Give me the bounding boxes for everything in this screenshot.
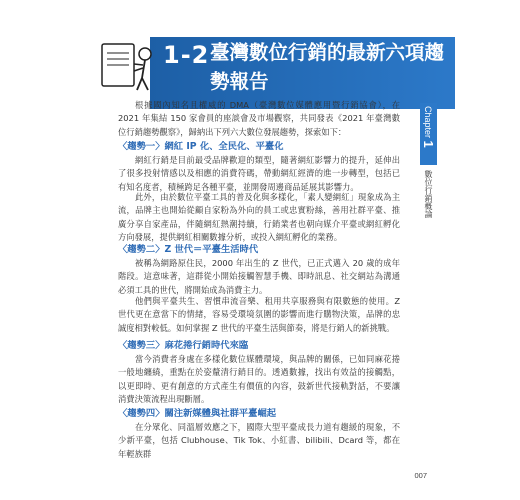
trend2-paragraph-2: 他們與平臺共生、習慣串流音樂、租用共享服務與有限數態的使用。Z 世代更在意當下的情緒，容易受環境氛圍的影響而進行購物決策，品牌的忠誠度相對較低。如何掌握 Z 世代的平臺生活與節奏，將是行銷人的新挑戰。	[118, 296, 400, 333]
page-number: 007	[414, 471, 427, 480]
trend1-heading: 〈趨勢一〉網紅 IP 化、全民化、平臺化	[118, 141, 284, 152]
intro-paragraph: 根據國內知名且權威的 DMA（臺灣數位媒體應用暨行銷協會），在 2021 年集結 150 家會員的座談會及市場觀察，共同發表《2021 年臺灣數位行銷趨勢觀察》，歸納出下列六大數位發展趨勢，探索如下：	[118, 100, 400, 137]
chapter-label: Chapter	[423, 106, 433, 139]
trend2-heading: 〈趨勢二〉Z 世代＝平臺生活時代	[118, 244, 259, 255]
trend3-heading: 〈趨勢三〉麻花捲行銷時代來臨	[118, 340, 249, 351]
chapter-subtitle: 數位行銷概論	[424, 170, 433, 218]
trend1-paragraph-1: 網紅行銷是目前最受品牌歡迎的類型，隨著網紅影響力的提升，延伸出了很多投射情感以及相應的消費符碼，帶動網紅經濟的進一步轉型，包括已有知名度者，積極跨足各種平臺，並開發周邊商品延展其影響力。	[118, 155, 400, 192]
trend3-paragraph-1: 當今消費者身處在多樣化數位媒體環境，與品牌的關係，已如同麻花捲一般地纏繞，重點在於姿釐清行銷目的。透過數據，找出有效益的接觸點，以更即時、更有創意的方式產生有價值的內容，鼓新世代接軌對話，不要讓消費決策流程出現斷層。	[118, 354, 400, 405]
chapter-tab-label	[420, 106, 437, 148]
trend4-paragraph-1: 在分眾化、同溫層效應之下，國際大型平臺成長力道有趨緩的現象，不少新平臺，包括 Clubhouse、Tik Tok、小紅書、bilibili、Dcard 等，都在年輕族群	[118, 422, 400, 459]
section-number: 1-2	[163, 41, 210, 69]
section-title: 臺灣數位行銷的最新六項趨勢報告	[210, 41, 445, 93]
pushing-figure-icon	[100, 40, 162, 102]
trend4-heading: 〈趨勢四〉關注新媒體與社群平臺崛起	[118, 408, 277, 419]
trend1-paragraph-2: 此外，由於數位平臺工具的普及化與多樣化，「素人變網紅」現象成為主流，品牌主也開始從顧自家粉為外向的員工或忠實粉絲，善用社群平臺、推廣分享自家產品，伴隨網紅熱潮持續，行銷業者也朝向媒介平臺或網紅孵化方向發展，提供網紅相關數據分析，或投入網紅孵化的業務。	[118, 192, 400, 243]
chapter-number: 1	[421, 140, 436, 148]
trend2-paragraph-1: 被稱為網路原住民，2000 年出生的 Z 世代，已正式邁入 20 歲的成年階段。這意味著，這群從小開始接觸智慧手機、即時訊息、社交網站為溝通必須工具的世代，將開始成為消費主力。	[118, 258, 400, 295]
